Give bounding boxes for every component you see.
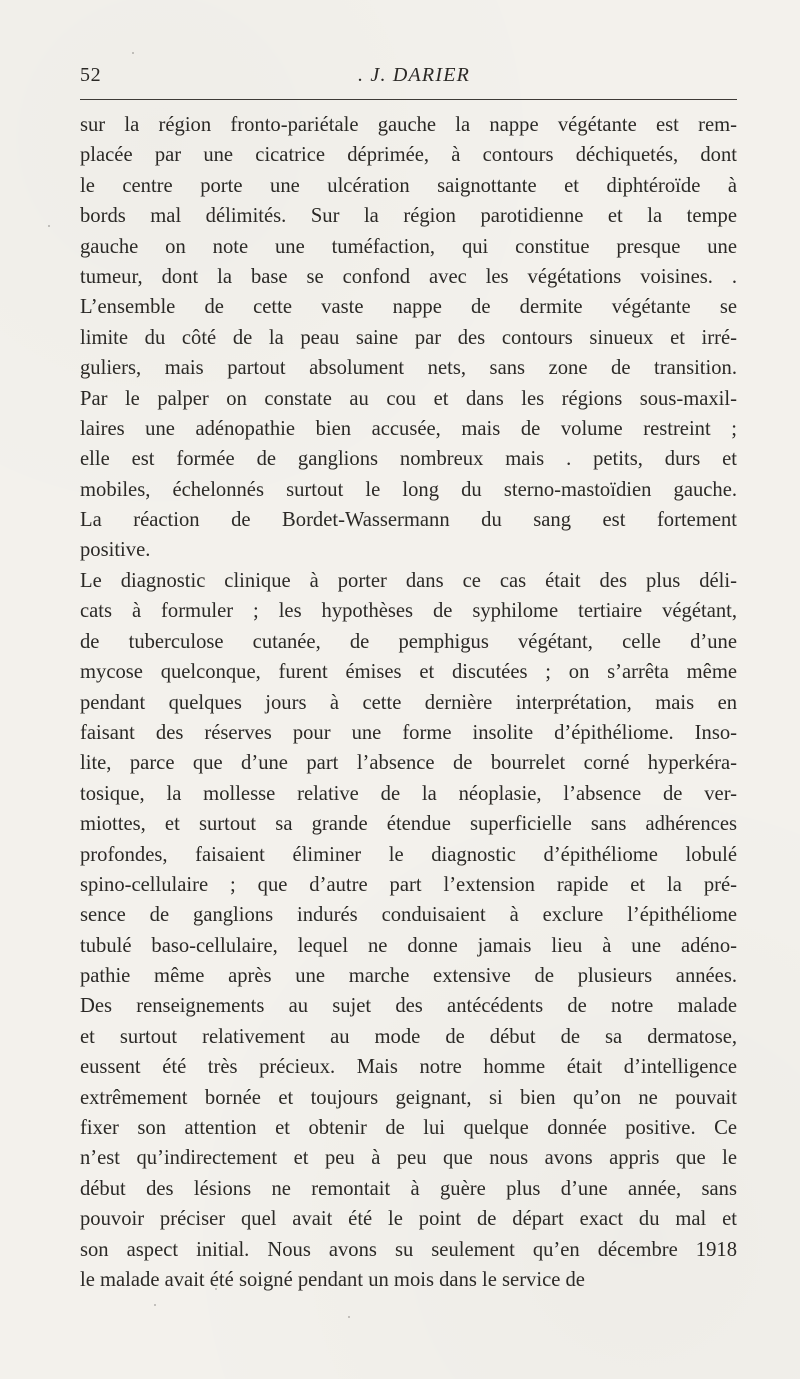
- text-line: miottes, et surtout sa grande étendue superficielle sans adhérences: [80, 813, 737, 836]
- text-line: fixer son attention et obtenir de lui quelque donnée positive. Ce: [80, 1117, 737, 1140]
- paper-speck: [132, 52, 134, 54]
- text-line: profondes, faisaient éliminer le diagnostic d’épithéliome lobulé: [80, 843, 737, 866]
- text-line: spino-cellulaire ; que d’autre part l’extension rapide et la pré-: [80, 873, 737, 896]
- text-line: mycose quelconque, furent émises et discutées ; on s’arrêta même: [80, 661, 737, 684]
- text-line: L’ensemble de cette vaste nappe de dermite végétante se: [80, 296, 737, 319]
- text-line: de tuberculose cutanée, de pemphigus végétant, celle d’une: [80, 630, 737, 653]
- running-head-author: . J. DARIER: [358, 64, 471, 86]
- text-line: début des lésions ne remontait à guère plus d’une année, sans: [80, 1177, 737, 1200]
- text-line: gauche on note une tuméfaction, qui constitue presque une: [80, 235, 737, 258]
- paper-speck: [48, 225, 50, 227]
- header-rule: [80, 99, 737, 100]
- running-head: [80, 64, 737, 90]
- text-line: Des renseignements au sujet des antécédents de notre malade: [80, 995, 737, 1018]
- paragraph-block-2: [80, 566, 737, 1295]
- text-line: tubulé baso-cellulaire, lequel ne donne jamais lieu à une adéno-: [80, 934, 737, 957]
- text-line: positive.: [80, 539, 151, 562]
- text-line: tumeur, dont la base se confond avec les végétations voisines. .: [80, 265, 737, 288]
- text-line: faisant des réserves pour une forme insolite d’épithéliome. Inso-: [80, 721, 737, 744]
- text-line: n’est qu’indirectement et peu à peu que nous avons appris que le: [80, 1147, 737, 1170]
- text-line: La réaction de Bordet-Wassermann du sang est fortement: [80, 509, 737, 532]
- text-line: tosique, la mollesse relative de la néoplasie, l’absence de ver-: [80, 782, 737, 805]
- text-line: laires une adénopathie bien accusée, mais de volume restreint ;: [80, 417, 737, 440]
- text-line: lite, parce que d’une part l’absence de bourrelet corné hyperkéra-: [80, 752, 737, 775]
- text-line: son aspect initial. Nous avons su seulement qu’en décembre 1918: [80, 1238, 737, 1261]
- text-line: placée par une cicatrice déprimée, à contours déchiquetés, dont: [80, 144, 737, 167]
- text-line: le centre porte une ulcération saignottante et diphtéroïde à: [80, 174, 737, 197]
- text-line: bords mal délimités. Sur la région parotidienne et la tempe: [80, 205, 737, 228]
- text-line: guliers, mais partout absolument nets, sans zone de transition.: [80, 357, 737, 380]
- paper-speck: [154, 1304, 156, 1306]
- text-line: pouvoir préciser quel avait été le point de départ exact du mal et: [80, 1208, 737, 1231]
- text-line: Par le palper on constate au cou et dans les régions sous-maxil-: [80, 387, 737, 410]
- paragraph-block-1: [80, 110, 737, 566]
- text-line: eussent été très précieux. Mais notre homme était d’intelligence: [80, 1056, 737, 1079]
- text-line: elle est formée de ganglions nombreux mais . petits, durs et: [80, 448, 737, 471]
- text-line: et surtout relativement au mode de début de sa dermatose,: [80, 1025, 737, 1048]
- text-line: sence de ganglions indurés conduisaient à exclure l’épithéliome: [80, 904, 737, 927]
- text-line: sur la région fronto-pariétale gauche la nappe végétante est rem-: [80, 114, 737, 136]
- text-line: limite du côté de la peau saine par des contours sinueux et irré-: [80, 326, 737, 349]
- text-line: pathie même après une marche extensive de plusieurs années.: [80, 965, 737, 988]
- text-line: extrêmement bornée et toujours geignant, si bien qu’on ne pouvait: [80, 1086, 737, 1109]
- text-line: le malade avait été soigné pendant un mois dans le service de: [80, 1268, 585, 1291]
- page-number: 52: [80, 64, 102, 86]
- paper-speck: [215, 1288, 217, 1290]
- paper-speck: [348, 1316, 350, 1318]
- text-line: pendant quelques jours à cette dernière interprétation, mais en: [80, 691, 737, 714]
- text-line: mobiles, échelonnés surtout le long du sterno-mastoïdien gauche.: [80, 478, 737, 501]
- text-line: cats à formuler ; les hypothèses de syphilome tertiaire végétant,: [80, 600, 737, 623]
- text-line: Le diagnostic clinique à porter dans ce cas était des plus déli-: [80, 570, 737, 592]
